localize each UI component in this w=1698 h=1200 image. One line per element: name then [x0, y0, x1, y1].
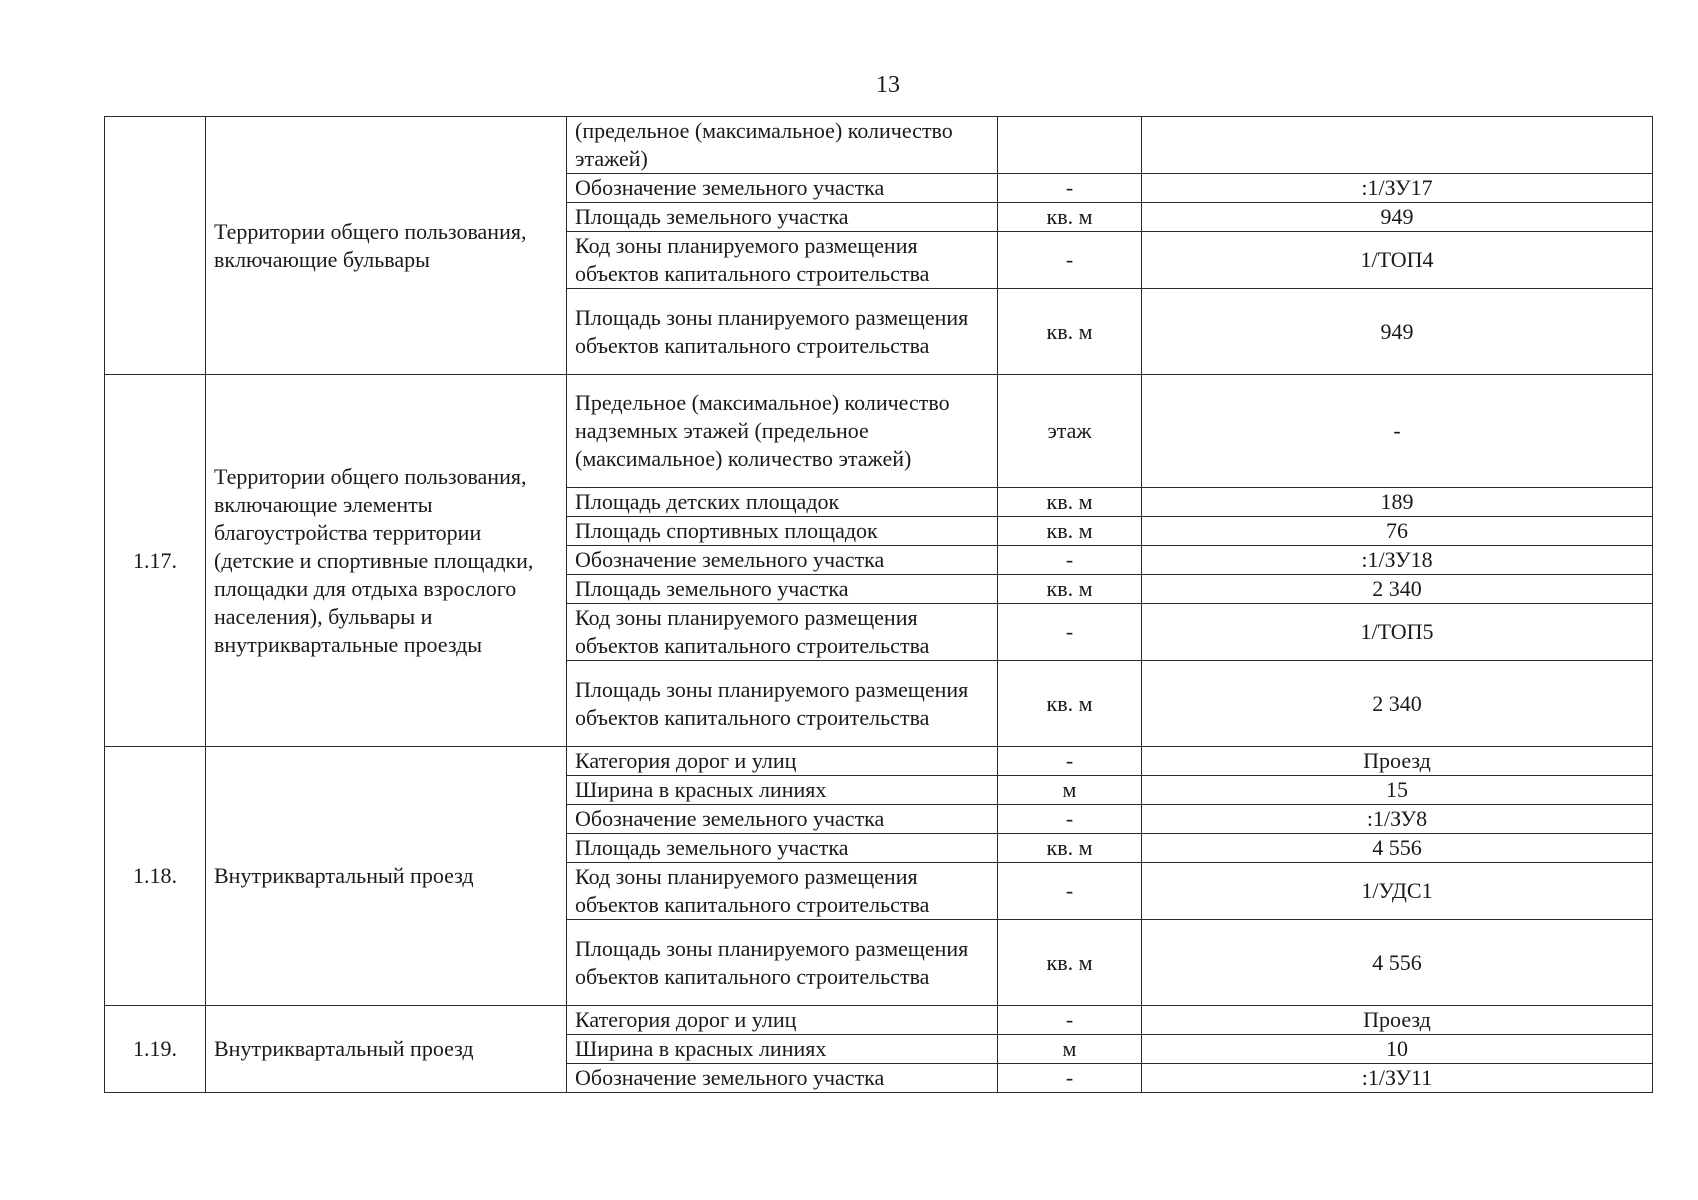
unit-cell: кв. м	[998, 289, 1142, 375]
unit-cell: -	[998, 747, 1142, 776]
unit-cell: кв. м	[998, 834, 1142, 863]
unit-cell: этаж	[998, 375, 1142, 488]
parameter-cell: Код зоны планируемого размещения объектов капитального строительства	[567, 604, 998, 661]
value-cell: Проезд	[1142, 1006, 1653, 1035]
value-cell: :1/ЗУ18	[1142, 546, 1653, 575]
parameter-cell: Обозначение земельного участка	[567, 174, 998, 203]
parameter-cell: Обозначение земельного участка	[567, 805, 998, 834]
value-cell: 1/УДС1	[1142, 863, 1653, 920]
unit-cell: кв. м	[998, 517, 1142, 546]
table-row	[105, 1006, 1653, 1035]
object-name-cell: Внутриквартальный проезд	[206, 747, 567, 1006]
parameter-cell: Площадь земельного участка	[567, 575, 998, 604]
parameter-cell: Площадь зоны планируемого размещения объектов капитального строительства	[567, 920, 998, 1006]
parameter-cell: Код зоны планируемого размещения объектов капитального строительства	[567, 232, 998, 289]
table-row	[105, 747, 1653, 776]
item-number-cell	[105, 117, 206, 375]
parameter-cell: Категория дорог и улиц	[567, 747, 998, 776]
unit-cell: кв. м	[998, 920, 1142, 1006]
parameter-cell: Обозначение земельного участка	[567, 546, 998, 575]
unit-cell: кв. м	[998, 203, 1142, 232]
unit-cell: -	[998, 863, 1142, 920]
parameter-cell: Предельное (максимальное) количество надземных этажей (предельное (максимальное) количество этажей)	[567, 375, 998, 488]
parameter-cell: (предельное (максимальное) количество этажей)	[567, 117, 998, 174]
parameter-cell: Обозначение земельного участка	[567, 1064, 998, 1093]
value-cell: 4 556	[1142, 834, 1653, 863]
value-cell: 189	[1142, 488, 1653, 517]
parameter-cell: Ширина в красных линиях	[567, 1035, 998, 1064]
parameter-cell: Ширина в красных линиях	[567, 776, 998, 805]
parameter-cell: Площадь зоны планируемого размещения объектов капитального строительства	[567, 289, 998, 375]
unit-cell: кв. м	[998, 488, 1142, 517]
parameter-cell: Площадь земельного участка	[567, 203, 998, 232]
page-number: 13	[876, 72, 900, 98]
object-name-cell: Территории общего пользования, включающие бульвары	[206, 117, 567, 375]
value-cell: 76	[1142, 517, 1653, 546]
value-cell: 4 556	[1142, 920, 1653, 1006]
value-cell: 1/ТОП4	[1142, 232, 1653, 289]
unit-cell: кв. м	[998, 661, 1142, 747]
value-cell: 2 340	[1142, 575, 1653, 604]
value-cell	[1142, 117, 1653, 174]
value-cell: 949	[1142, 289, 1653, 375]
value-cell: 949	[1142, 203, 1653, 232]
parameter-cell: Площадь земельного участка	[567, 834, 998, 863]
parameter-cell: Площадь зоны планируемого размещения объектов капитального строительства	[567, 661, 998, 747]
object-name-cell: Внутриквартальный проезд	[206, 1006, 567, 1093]
item-number-cell: 1.17.	[105, 375, 206, 747]
value-cell: :1/ЗУ17	[1142, 174, 1653, 203]
value-cell: 2 340	[1142, 661, 1653, 747]
value-cell: 15	[1142, 776, 1653, 805]
unit-cell: м	[998, 1035, 1142, 1064]
unit-cell: -	[998, 1006, 1142, 1035]
unit-cell: -	[998, 805, 1142, 834]
table-row	[105, 117, 1653, 174]
parameter-cell: Категория дорог и улиц	[567, 1006, 998, 1035]
value-cell: :1/ЗУ11	[1142, 1064, 1653, 1093]
unit-cell: -	[998, 1064, 1142, 1093]
unit-cell: м	[998, 776, 1142, 805]
unit-cell: -	[998, 546, 1142, 575]
value-cell: 1/ТОП5	[1142, 604, 1653, 661]
unit-cell: кв. м	[998, 575, 1142, 604]
item-number-cell: 1.19.	[105, 1006, 206, 1093]
unit-cell	[998, 117, 1142, 174]
object-name-cell: Территории общего пользования, включающие элементы благоустройства территории (детские и спортивные площадки, площадки для отдыха взрослого населения), бульвары и внутриквартальные проезды	[206, 375, 567, 747]
value-cell: Проезд	[1142, 747, 1653, 776]
unit-cell: -	[998, 232, 1142, 289]
unit-cell: -	[998, 604, 1142, 661]
parameter-cell: Код зоны планируемого размещения объектов капитального строительства	[567, 863, 998, 920]
value-cell: 10	[1142, 1035, 1653, 1064]
item-number-cell: 1.18.	[105, 747, 206, 1006]
value-cell: -	[1142, 375, 1653, 488]
table-row	[105, 375, 1653, 488]
unit-cell: -	[998, 174, 1142, 203]
parameter-cell: Площадь спортивных площадок	[567, 517, 998, 546]
parameter-cell: Площадь детских площадок	[567, 488, 998, 517]
parameters-table	[104, 116, 1653, 1093]
value-cell: :1/ЗУ8	[1142, 805, 1653, 834]
